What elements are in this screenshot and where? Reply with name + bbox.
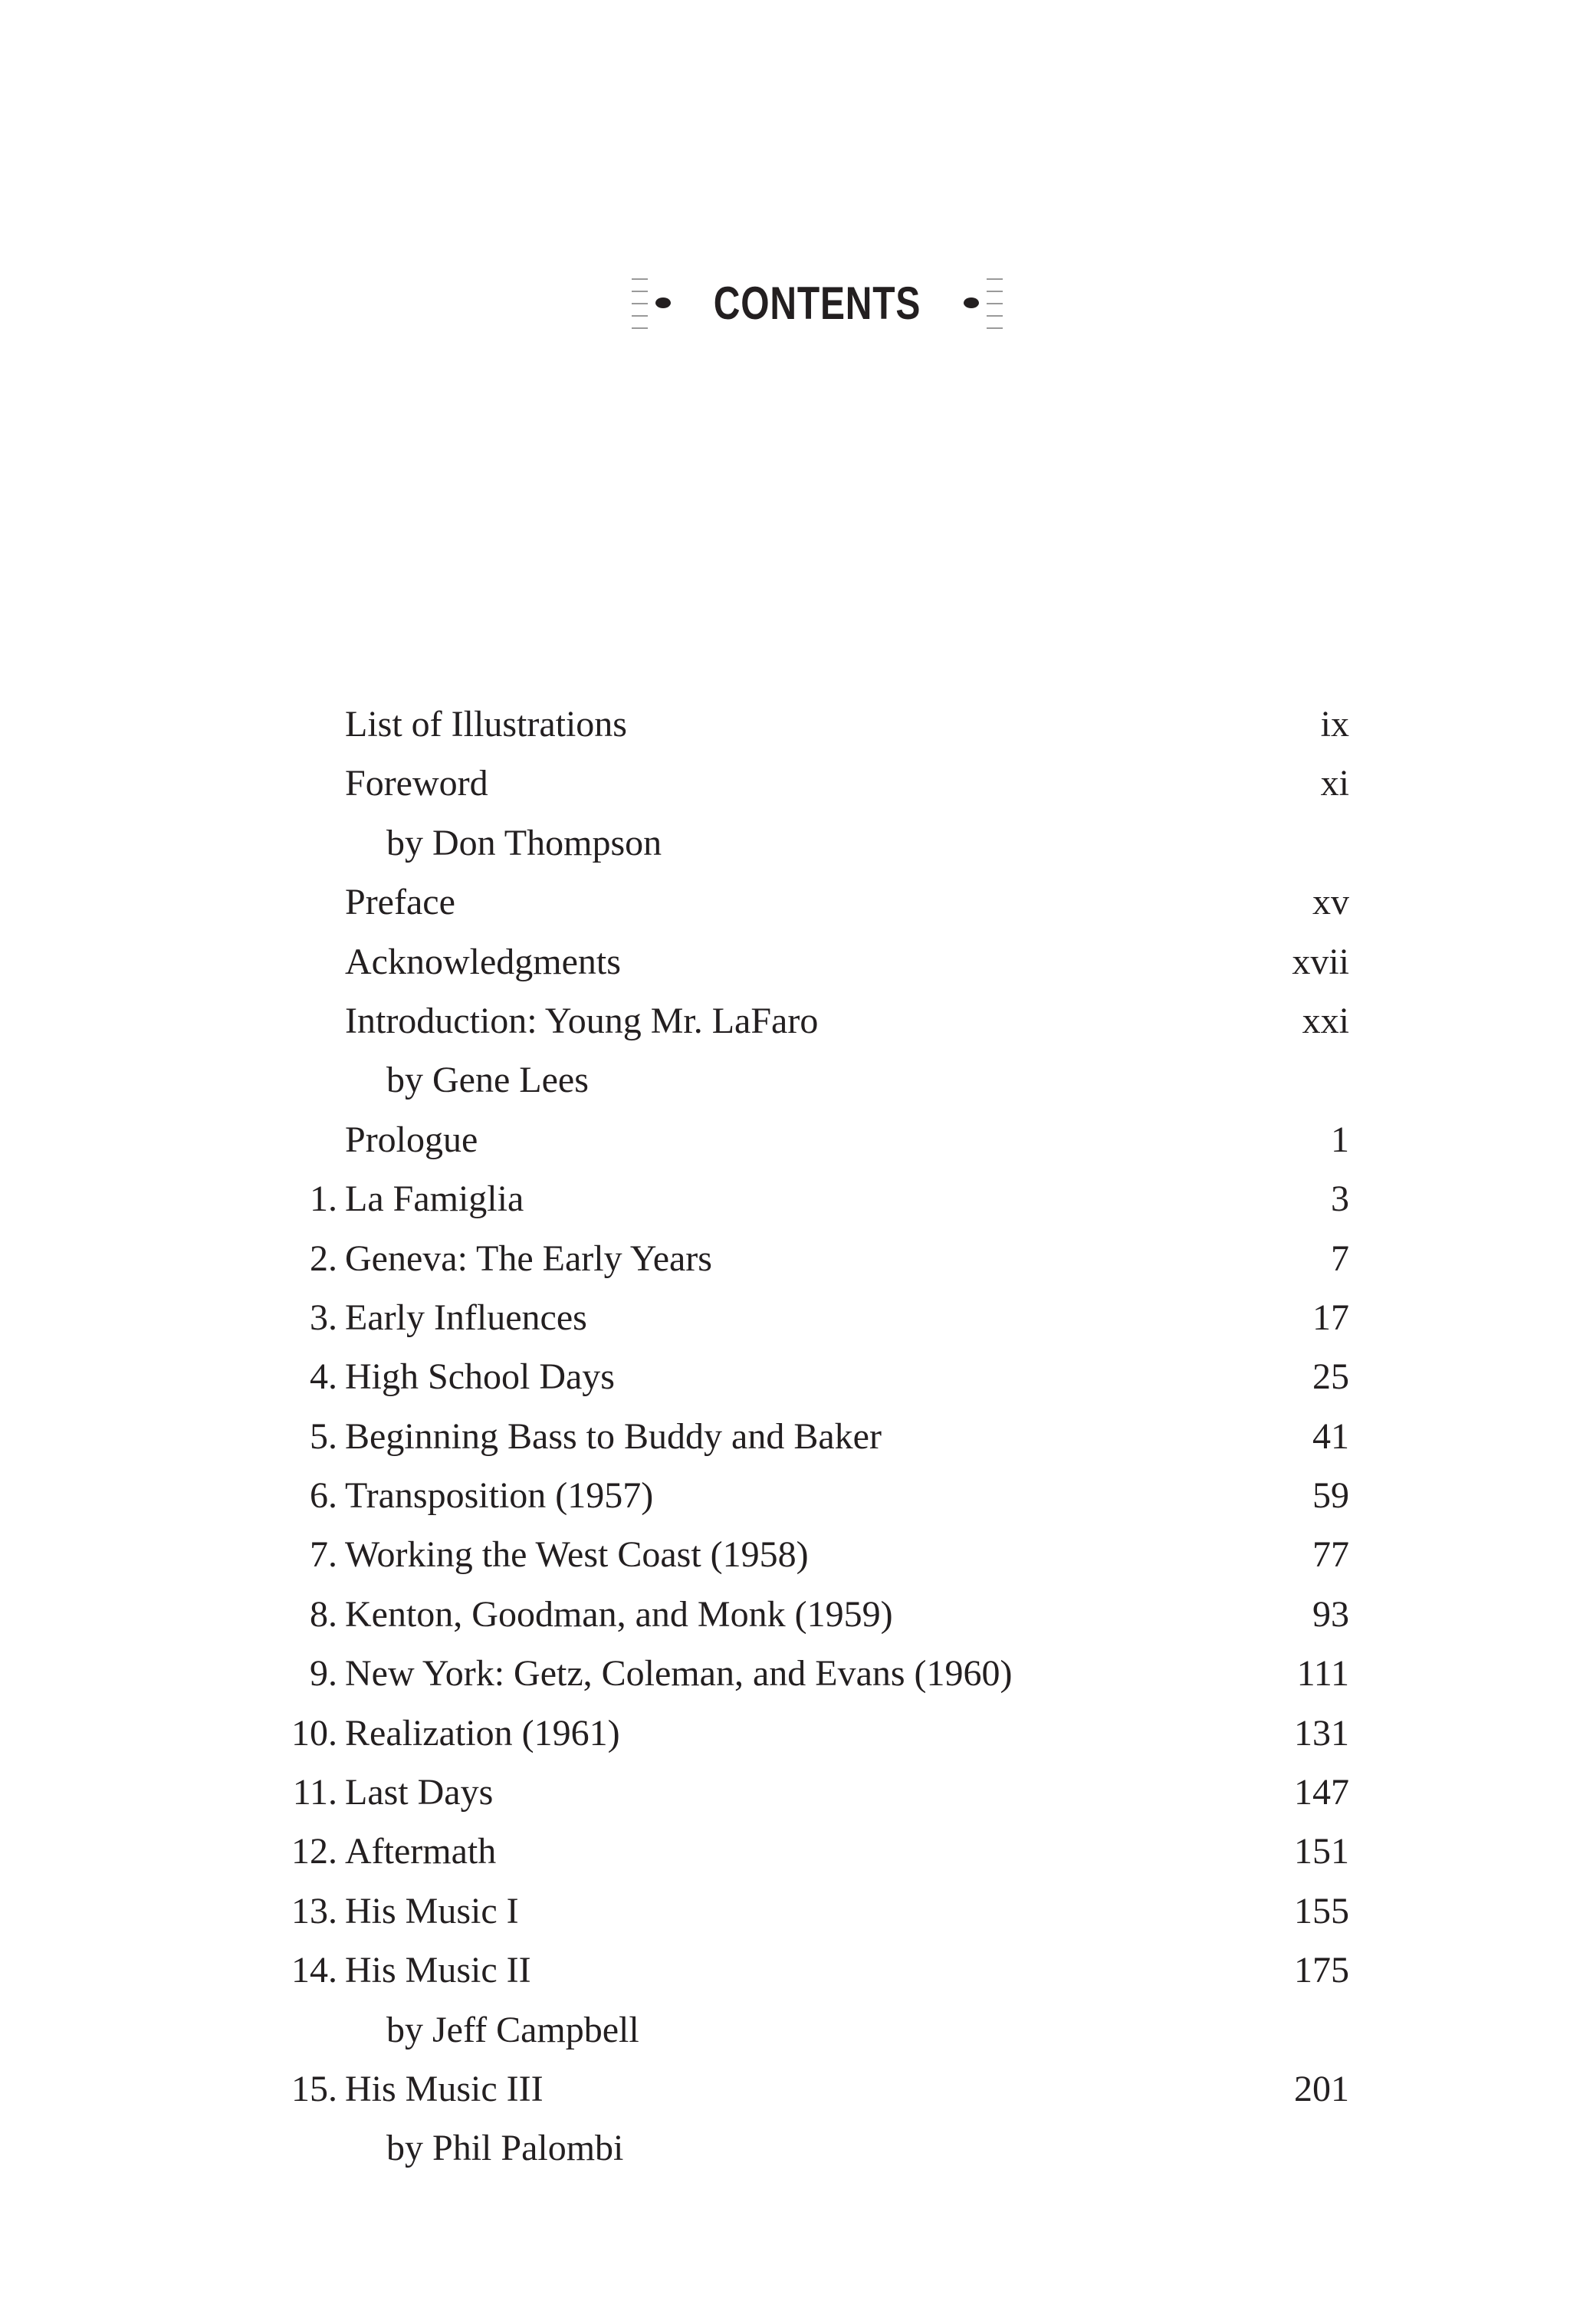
toc-entry-title: Working the West Coast (1958) [345,1534,809,1576]
toc-byline [253,2119,1349,2178]
toc-entry [253,1347,1349,1406]
toc-entry-number: 12. [291,1831,337,1872]
toc-entry [253,1882,1349,1941]
toc-entry-page: 7 [1331,1238,1349,1279]
toc-entry-page: 41 [1312,1415,1349,1457]
toc-entry [253,1229,1349,1288]
toc-entry [253,932,1349,991]
toc-entry-title: Realization (1961) [345,1712,620,1754]
toc-entry-page: 1 [1331,1119,1349,1160]
toc-byline [253,1050,1349,1109]
toc-byline [253,814,1349,873]
toc-entry-title: Introduction: Young Mr. LaFaro [345,1000,819,1041]
toc-entry [253,1525,1349,1584]
toc-entry [253,2059,1349,2119]
toc-entry-title: Preface [345,882,455,923]
toc-entry-page: 131 [1294,1712,1349,1754]
toc-entry-title: High School Days [345,1356,615,1398]
toc-entry-number: 8. [310,1593,337,1635]
toc-entry-number: 3. [310,1297,337,1338]
toc-entry [253,873,1349,932]
toc-entry [253,754,1349,813]
toc-entry [253,991,1349,1050]
toc-entry-title: His Music I [345,1890,519,1931]
toc-entry-title: Acknowledgments [345,941,621,982]
toc-entry [253,1288,1349,1347]
toc-entry-number: 2. [310,1238,337,1279]
toc-entry-page: xvii [1292,941,1349,982]
toc-entry-title: His Music II [345,1950,531,1991]
toc-entry-title: Foreword [345,763,488,804]
page-title: CONTENTS [713,277,921,329]
toc-entry-page: xv [1312,882,1349,923]
toc-entry-page: 59 [1312,1475,1349,1517]
toc-entry-page: 111 [1296,1653,1349,1695]
toc-entry-title: La Famiglia [345,1178,524,1220]
toc-entry [253,1110,1349,1169]
toc-byline-text: by Gene Lees [386,1060,589,1101]
bullet-right-icon [964,297,979,308]
toc-byline-text: by Phil Palombi [386,2128,624,2169]
toc-entry-number: 7. [310,1534,337,1576]
toc-entry-number: 10. [291,1712,337,1754]
toc-entry-page: ix [1320,704,1349,745]
toc-entry-number: 5. [310,1415,337,1457]
toc-entry [253,695,1349,754]
toc-entry [253,1941,1349,2000]
toc-entry-title: Prologue [345,1119,478,1160]
toc-entry-number: 1. [310,1178,337,1220]
toc-entry-page: 3 [1331,1178,1349,1220]
toc-entry-page: 17 [1312,1297,1349,1338]
toc-byline-text: by Jeff Campbell [386,2009,639,2050]
toc-entry-number: 6. [310,1475,337,1517]
toc-entry [253,1822,1349,1881]
toc-entry-title: Geneva: The Early Years [345,1238,712,1279]
toc-entry-page: xxi [1302,1000,1349,1041]
toc-entry [253,1466,1349,1525]
bullet-left-icon [655,297,671,308]
toc-entry-title: Aftermath [345,1831,497,1872]
toc-entry-page: 25 [1312,1356,1349,1398]
toc-entry-title: Last Days [345,1772,494,1813]
toc-entry [253,1704,1349,1763]
toc-entry-title: His Music III [345,2068,544,2109]
toc-entry-title: Transposition (1957) [345,1475,654,1517]
toc-entry-page: xi [1320,763,1349,804]
toc-entry-number: 4. [310,1356,337,1398]
toc-entry-number: 13. [291,1890,337,1931]
toc-entry-title: Beginning Bass to Buddy and Baker [345,1415,882,1457]
toc-entry-title: List of Illustrations [345,704,627,745]
toc-entry-number: 14. [291,1950,337,1991]
toc-entry-title: Kenton, Goodman, and Monk (1959) [345,1593,893,1635]
toc-entry-page: 151 [1294,1831,1349,1872]
toc-byline [253,2000,1349,2059]
toc-entry-page: 147 [1294,1772,1349,1813]
toc-entry-title: New York: Getz, Coleman, and Evans (1960) [345,1653,1013,1695]
toc-entry-page: 77 [1312,1534,1349,1576]
toc-entry-page: 155 [1294,1890,1349,1931]
toc-entry-number: 15. [291,2068,337,2109]
toc-entry [253,1644,1349,1703]
toc-entry-page: 201 [1294,2068,1349,2109]
toc-entry [253,1169,1349,1228]
table-of-contents [253,695,1349,2178]
toc-entry [253,1585,1349,1644]
toc-byline-text: by Don Thompson [386,822,662,863]
toc-entry [253,1763,1349,1822]
toc-entry-number: 11. [292,1772,337,1813]
contents-heading [632,276,1003,330]
toc-entry-title: Early Influences [345,1297,587,1338]
toc-entry-page: 93 [1312,1593,1349,1635]
toc-entry-number: 9. [310,1653,337,1695]
toc-entry [253,1407,1349,1466]
toc-entry-page: 175 [1294,1950,1349,1991]
